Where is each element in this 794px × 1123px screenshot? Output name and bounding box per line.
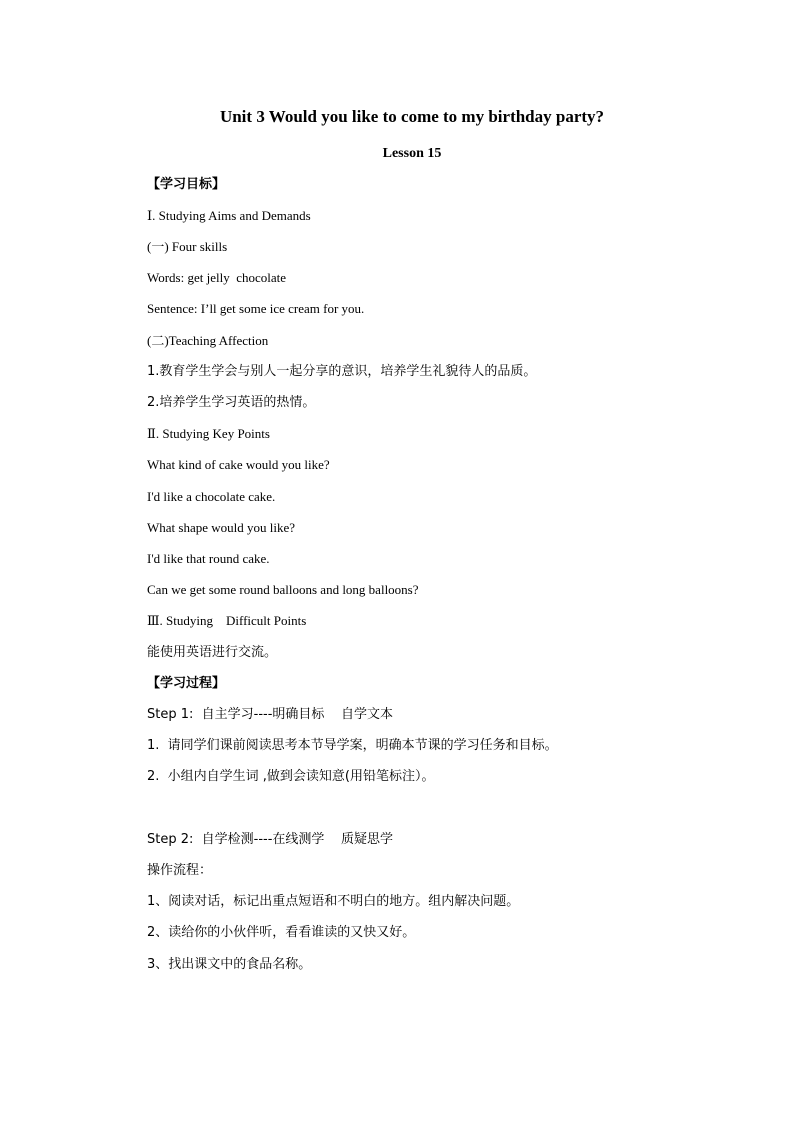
text-line: (二)Teaching Affection: [147, 333, 269, 348]
text-line: 1.教育学生学会与别人一起分享的意识，培养学生礼貌待人的品质。: [147, 364, 537, 379]
text-line: What shape would you like?: [147, 520, 296, 535]
section-heading-objectives: 【学习目标】: [147, 177, 226, 192]
text-line: Ⅰ. Studying Aims and Demands: [147, 208, 311, 223]
text-line: 操作流程：: [147, 863, 213, 878]
text-line: I'd like a chocolate cake.: [147, 489, 276, 504]
text-line: 2. 小组内自学生词 ,做到会读知意(用铅笔标注）。: [147, 769, 435, 784]
text-line: 2、读给你的小伙伴听，看看谁读的又快又好。: [147, 925, 416, 940]
section-heading-process: 【学习过程】: [147, 676, 226, 691]
step-2-heading: Step 2: 自学检测----在线测学 质疑思学: [147, 832, 393, 847]
text-line: 1. 请同学们课前阅读思考本节导学案，明确本节课的学习任务和目标。: [147, 738, 558, 753]
text-line: Sentence: I’ll get some ice cream for you.: [147, 301, 365, 316]
text-line: 3、找出课文中的食品名称。: [147, 957, 312, 972]
text-line: What kind of cake would you like?: [147, 457, 330, 472]
document-title: Unit 3 Would you like to come to my birthday party?: [219, 107, 605, 126]
text-line: 1、阅读对话，标记出重点短语和不明白的地方。组内解决问题。: [147, 894, 520, 909]
text-line: Can we get some round balloons and long balloons?: [147, 582, 419, 597]
text-line: I'd like that round cake.: [147, 551, 270, 566]
text-line: Ⅲ. Studying Difficult Points: [147, 613, 307, 628]
text-line: 能使用英语进行交流。: [147, 645, 278, 660]
text-line: 2.培养学生学习英语的热情。: [147, 395, 316, 410]
text-line: (一) Four skills: [147, 239, 228, 254]
step-1-heading: Step 1: 自主学习----明确目标 自学文本: [147, 707, 393, 722]
lesson-title: Lesson 15: [382, 146, 442, 161]
text-line: Ⅱ. Studying Key Points: [147, 426, 270, 441]
text-line: Words: get jelly chocolate: [147, 270, 287, 285]
